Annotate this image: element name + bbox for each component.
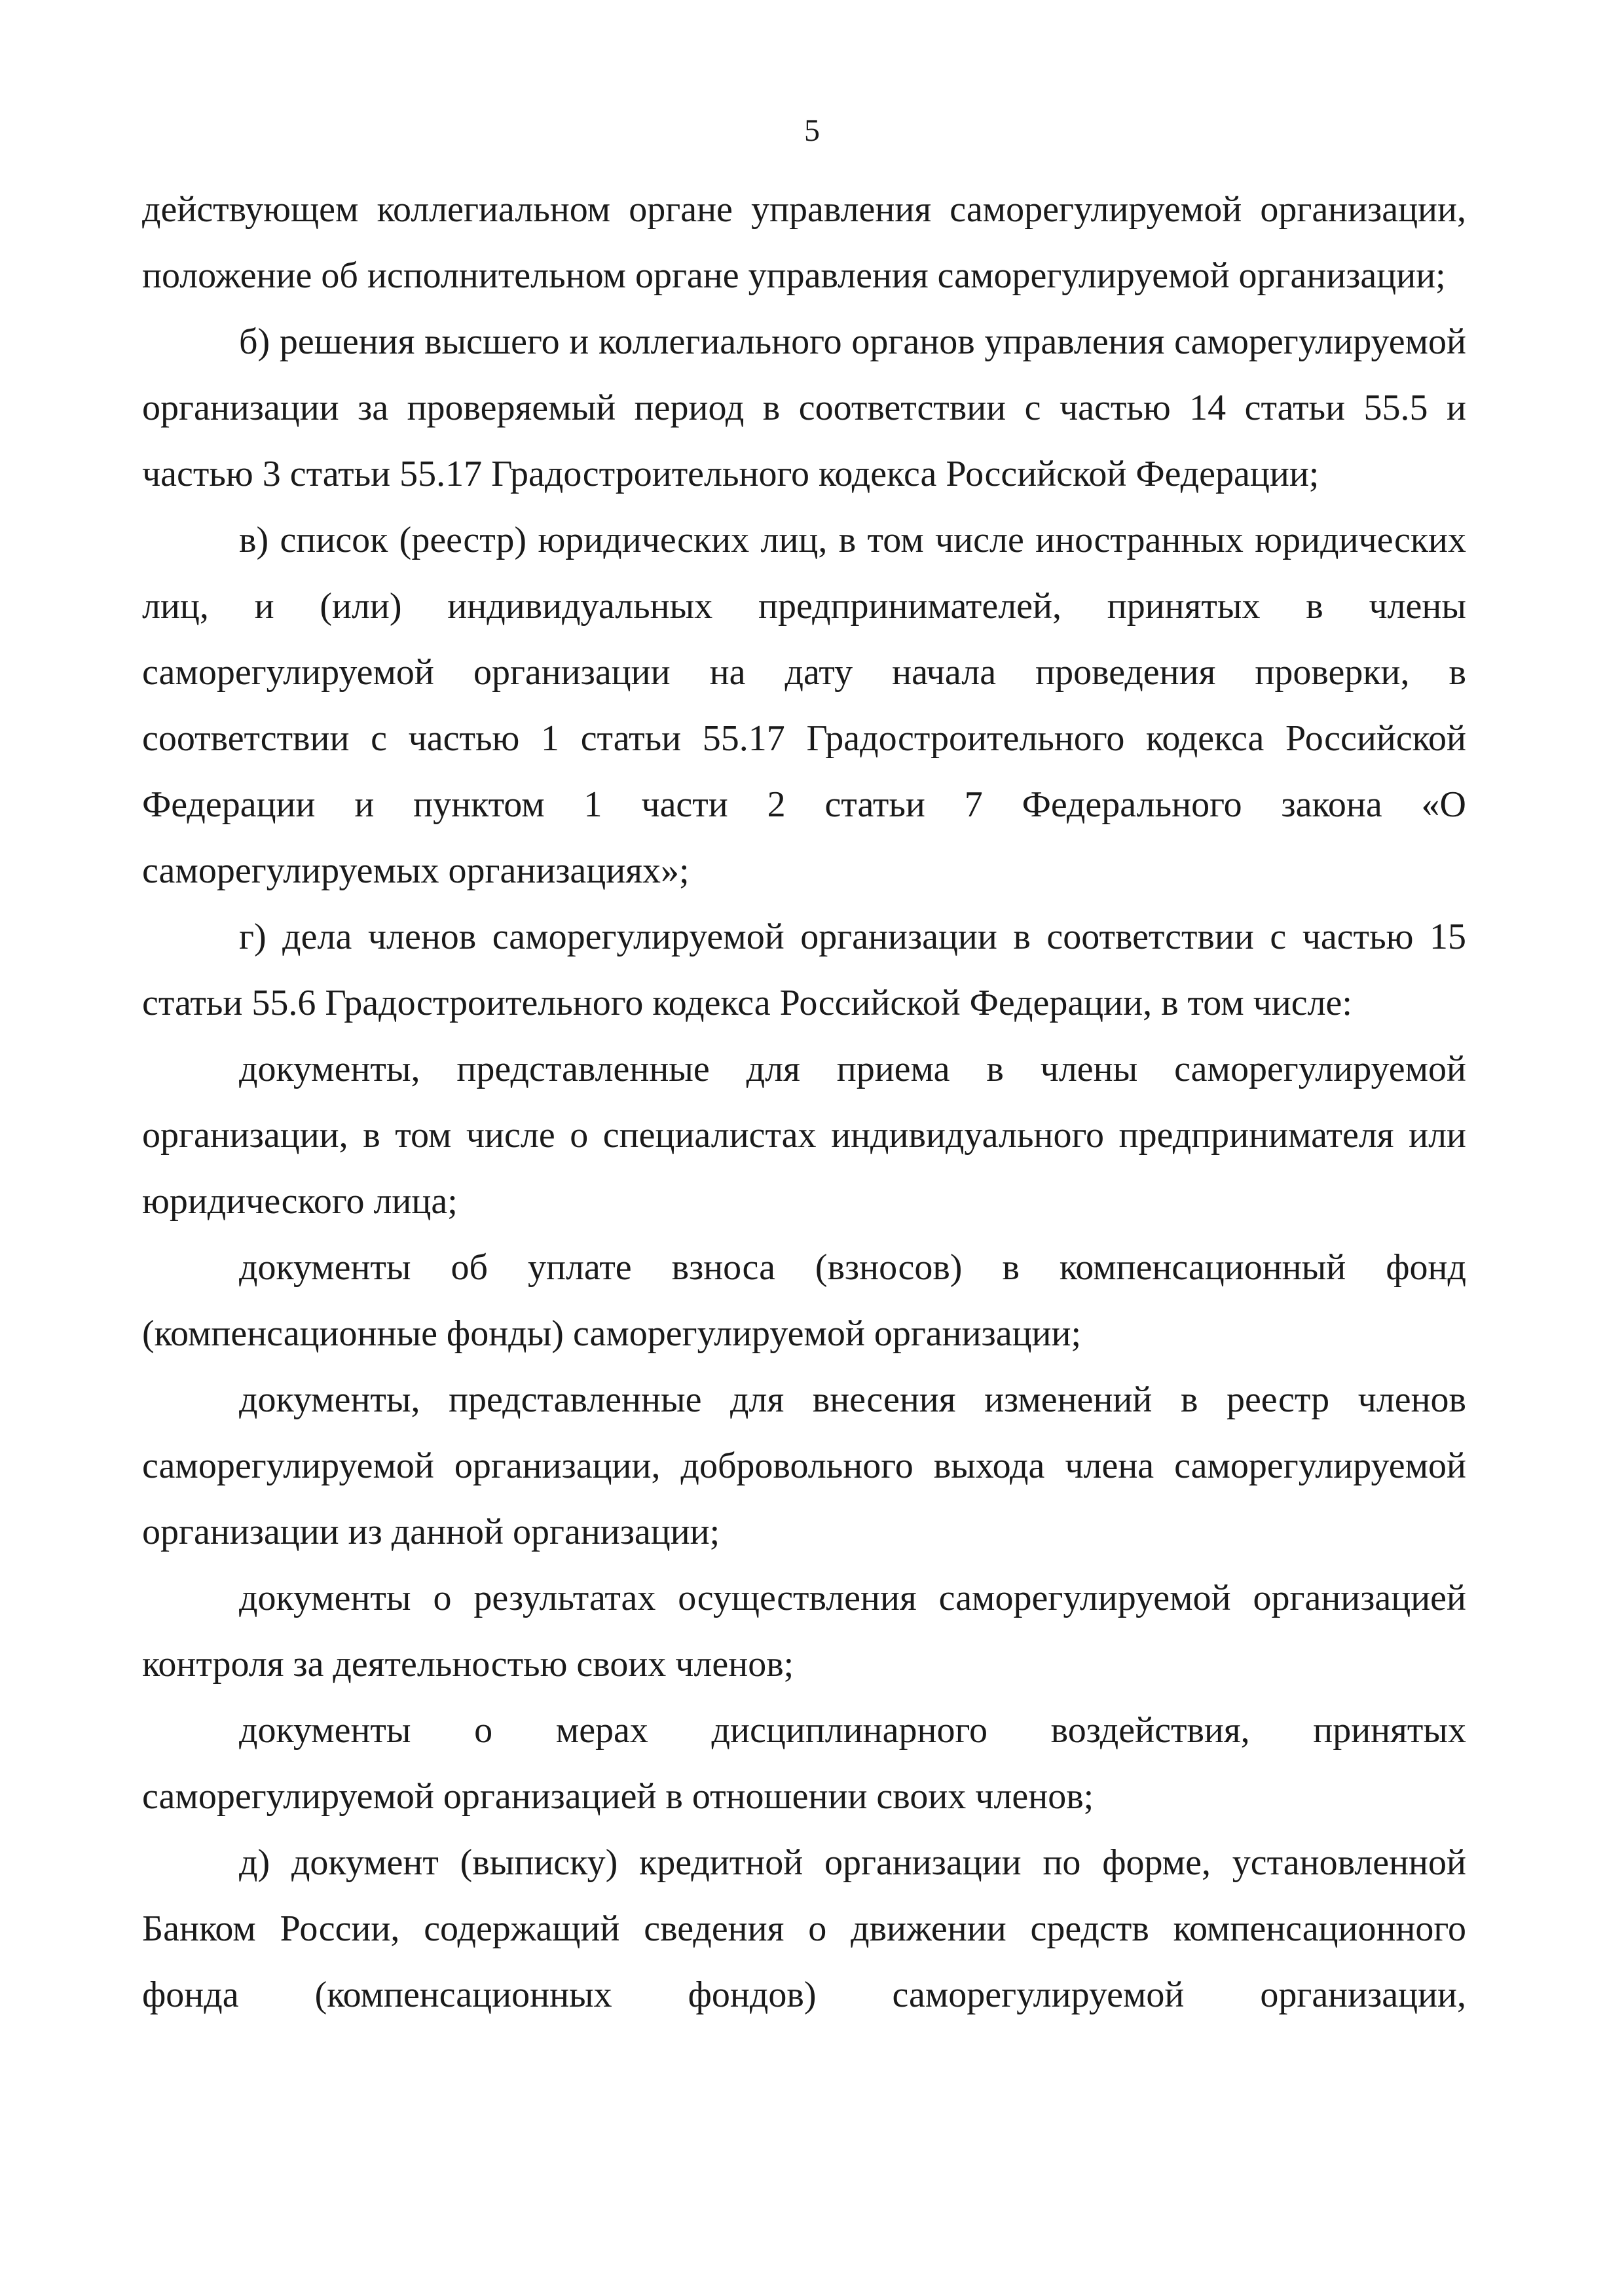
paragraph-item-g: г) дела членов саморегулируемой организации в соответствии с частью 15 статьи 55.6 Градостроительного кодекса Российской Федерации, в том числе: bbox=[142, 917, 1466, 1023]
paragraph-item-d: д) документ (выписку) кредитной организации по форме, установленной Банком России, содержащий сведения о движении средств компенсационного фонда (компенсационных фондов) саморегулируемой организации, bbox=[142, 1842, 1466, 2015]
paragraph-item-b: б) решения высшего и коллегиального органов управления саморегулируемой организации за проверяемый период в соответствии с частью 14 статьи 55.5 и частью 3 статьи 55.17 Градостроительного кодекса Российской Федерации; bbox=[142, 321, 1466, 494]
paragraph-registry-change-documents: документы, представленные для внесения изменений в реестр членов саморегулируемой организации, добровольного выхода члена саморегулируемой организации из данной организации; bbox=[142, 1379, 1466, 1552]
paragraph-fee-documents: документы об уплате взноса (взносов) в компенсационный фонд (компенсационные фонды) саморегулируемой организации; bbox=[142, 1247, 1466, 1354]
paragraph-continuation: действующем коллегиальном органе управления саморегулируемой организации, положение об исполнительном органе управления саморегулируемой организации; bbox=[142, 189, 1466, 296]
document-body bbox=[142, 177, 1466, 2028]
paragraph-admission-documents: документы, представленные для приема в члены саморегулируемой организации, в том числе о специалистах индивидуального предпринимателя или юридического лица; bbox=[142, 1049, 1466, 1222]
paragraph-item-v: в) список (реестр) юридических лиц, в том числе иностранных юридических лиц, и (или) индивидуальных предпринимателей, принятых в члены саморегулируемой организации на дату начала проведения проверки, в соответствии с частью 1 статьи 55.17 Градостроительного кодекса Российской Федерации и пунктом 1 части 2 статьи 7 Федерального закона «О саморегулируемых организациях»; bbox=[142, 520, 1466, 891]
paragraph-disciplinary-documents: документы о мерах дисциплинарного воздействия, принятых саморегулируемой организацией в отношении своих членов; bbox=[142, 1710, 1466, 1817]
page-number: 5 bbox=[804, 113, 820, 148]
paragraph-control-results-documents: документы о результатах осуществления саморегулируемой организацией контроля за деятельностью своих членов; bbox=[142, 1578, 1466, 1685]
